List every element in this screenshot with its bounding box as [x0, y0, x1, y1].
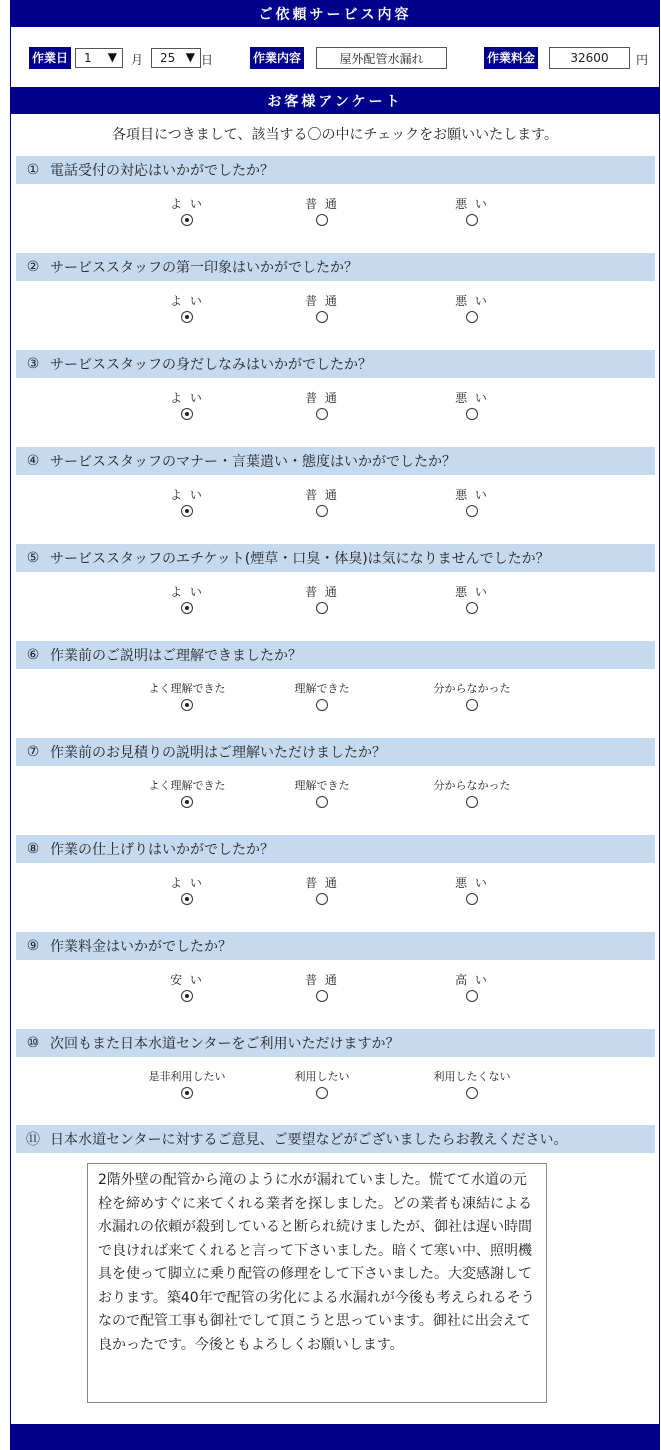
- radio-button[interactable]: [316, 893, 328, 905]
- question-8-option-3[interactable]: [422, 875, 522, 908]
- option-label: 普 通: [305, 876, 339, 890]
- radio-button[interactable]: [466, 1087, 478, 1099]
- question-text: サービススタッフの第一印象はいかがでしたか？: [50, 260, 358, 276]
- option-label: 普 通: [305, 973, 339, 987]
- question-number: ⑨: [26, 938, 40, 954]
- service-header: ご依頼サービス内容: [10, 0, 660, 27]
- question-6-option-2[interactable]: [272, 681, 372, 714]
- question-1-option-3[interactable]: [422, 196, 522, 229]
- radio-button[interactable]: [181, 214, 193, 226]
- question-number: ⑦: [26, 744, 40, 760]
- question-10-option-3[interactable]: [422, 1069, 522, 1102]
- comment-textarea[interactable]: 2階外壁の配管から滝のように水が漏れていました。慌てて水道の元栓を締めすぐに来てくれる業者を探しました。どの業者も凍結による水漏れの依頼が殺到していると断られ続けましたが、御社は遅い時間で良ければ来てくれると言って下さいました。暗くて寒い中、照明機具を使って脚立に乗り配管の修理をして下さいました。大変感謝しております。築40年で配管の劣化による水漏れが今後も考えられるそうなので配管工事も御社でして頂こうと思っています。御社に出会えて良かったです。今後ともよろしくお願いします。: [87, 1163, 547, 1403]
- fee-unit: 円: [636, 53, 649, 67]
- question-text: 電話受付の対応はいかがでしたか？: [50, 163, 274, 179]
- fee-field[interactable]: 32600: [549, 47, 630, 69]
- option-label: 普 通: [305, 585, 339, 599]
- question-9-option-2[interactable]: [272, 972, 372, 1005]
- question-7-option-3[interactable]: [422, 778, 522, 811]
- question-5-option-3[interactable]: [422, 584, 522, 617]
- question-text: サービススタッフのエチケット(煙草・口臭・体臭)は気になりませんでしたか？: [50, 551, 550, 567]
- radio-button[interactable]: [466, 893, 478, 905]
- date-label: 作業日: [29, 47, 71, 69]
- radio-button[interactable]: [181, 893, 193, 905]
- content-label: 作業内容: [250, 47, 304, 69]
- option-label: 普 通: [305, 294, 339, 308]
- question-number: ①: [26, 162, 40, 178]
- option-label: よ い: [170, 391, 204, 405]
- option-label: よく理解できた: [148, 779, 226, 792]
- radio-button[interactable]: [181, 796, 193, 808]
- question-number: ⑥: [26, 647, 40, 663]
- question-10-bar: [16, 1029, 655, 1057]
- question-5-option-2[interactable]: [272, 584, 372, 617]
- radio-button[interactable]: [181, 699, 193, 711]
- radio-button[interactable]: [316, 796, 328, 808]
- radio-button[interactable]: [316, 990, 328, 1002]
- radio-button[interactable]: [181, 602, 193, 614]
- radio-button[interactable]: [316, 1087, 328, 1099]
- radio-button[interactable]: [181, 990, 193, 1002]
- radio-button[interactable]: [466, 311, 478, 323]
- question-text: 作業前のお見積りの説明はご理解いただけましたか？: [50, 745, 386, 761]
- question-3-option-3[interactable]: [422, 390, 522, 423]
- question-11-bar: [16, 1125, 655, 1153]
- footer-bar: [10, 1424, 660, 1450]
- option-label: 高 い: [455, 973, 489, 987]
- question-number: ⑧: [26, 841, 40, 857]
- question-3-bar: [16, 350, 655, 378]
- question-10-option-2[interactable]: [272, 1069, 372, 1102]
- fee-label: 作業料金: [484, 47, 538, 69]
- question-5-option-1[interactable]: [137, 584, 237, 617]
- day-value: 25: [160, 51, 176, 65]
- option-label: 悪 い: [455, 294, 489, 308]
- radio-button[interactable]: [181, 505, 193, 517]
- question-text: 作業前のご説明はご理解できましたか？: [50, 648, 302, 664]
- question-4-option-1[interactable]: [137, 487, 237, 520]
- question-10-option-1[interactable]: [137, 1069, 237, 1102]
- question-text: サービススタッフのマナー・言葉遣い・態度はいかがでしたか？: [50, 454, 456, 470]
- option-label: 利用したくない: [433, 1070, 511, 1083]
- radio-button[interactable]: [316, 214, 328, 226]
- option-label: よ い: [170, 197, 204, 211]
- option-label: 利用したい: [294, 1070, 350, 1083]
- question-3-option-2[interactable]: [272, 390, 372, 423]
- question-7-bar: [16, 738, 655, 766]
- option-label: よ い: [170, 585, 204, 599]
- month-select[interactable]: [75, 48, 123, 68]
- radio-button[interactable]: [181, 408, 193, 420]
- question-6-bar: [16, 641, 655, 669]
- survey-intro: 各項目につきまして、該当する〇の中にチェックをお願いいたします。: [112, 127, 558, 143]
- radio-button[interactable]: [466, 699, 478, 711]
- option-label: 理解できた: [294, 779, 350, 792]
- question-number: ⑪: [26, 1132, 40, 1148]
- option-label: 安 い: [170, 973, 204, 987]
- month-unit: 月: [131, 53, 144, 67]
- radio-button[interactable]: [316, 408, 328, 420]
- month-value: 1: [84, 51, 92, 65]
- radio-button[interactable]: [466, 602, 478, 614]
- radio-button[interactable]: [316, 505, 328, 517]
- question-2-option-1[interactable]: [137, 293, 237, 326]
- option-label: よ い: [170, 876, 204, 890]
- question-number: ⑩: [26, 1035, 40, 1051]
- question-1-option-1[interactable]: [137, 196, 237, 229]
- question-2-bar: [16, 253, 655, 281]
- question-7-option-2[interactable]: [272, 778, 372, 811]
- radio-button[interactable]: [181, 1087, 193, 1099]
- survey-header: お客様アンケート: [10, 87, 660, 114]
- radio-button[interactable]: [316, 699, 328, 711]
- question-9-option-3[interactable]: [422, 972, 522, 1005]
- option-label: 分からなかった: [433, 779, 511, 792]
- option-label: 普 通: [305, 197, 339, 211]
- option-label: よ い: [170, 488, 204, 502]
- question-text: 日本水道センターに対するご意見、ご要望などがございましたらお教えください。: [50, 1132, 568, 1148]
- option-label: 悪 い: [455, 876, 489, 890]
- option-label: 是非利用したい: [148, 1070, 226, 1083]
- question-1-option-2[interactable]: [272, 196, 372, 229]
- question-8-bar: [16, 835, 655, 863]
- option-label: 悪 い: [455, 488, 489, 502]
- question-number: ④: [26, 453, 40, 469]
- question-6-option-1[interactable]: [137, 681, 237, 714]
- content-field[interactable]: 屋外配管水漏れ: [316, 47, 447, 69]
- option-label: 悪 い: [455, 391, 489, 405]
- question-text: サービススタッフの身だしなみはいかがでしたか？: [50, 357, 372, 373]
- question-4-option-2[interactable]: [272, 487, 372, 520]
- question-5-bar: [16, 544, 655, 572]
- question-4-bar: [16, 447, 655, 475]
- radio-button[interactable]: [466, 214, 478, 226]
- question-8-option-2[interactable]: [272, 875, 372, 908]
- radio-button[interactable]: [316, 602, 328, 614]
- day-select[interactable]: [151, 48, 201, 68]
- radio-button[interactable]: [466, 408, 478, 420]
- question-2-option-2[interactable]: [272, 293, 372, 326]
- chevron-down-icon: ▼: [185, 50, 195, 64]
- chevron-down-icon: ▼: [107, 50, 117, 64]
- question-8-option-1[interactable]: [137, 875, 237, 908]
- question-text: 次回もまた日本水道センターをご利用いただけますか？: [50, 1036, 400, 1052]
- radio-button[interactable]: [181, 311, 193, 323]
- option-label: 分からなかった: [433, 682, 511, 695]
- option-label: 理解できた: [294, 682, 350, 695]
- question-number: ⑤: [26, 550, 40, 566]
- question-9-bar: [16, 932, 655, 960]
- radio-button[interactable]: [466, 796, 478, 808]
- question-text: 作業の仕上げりはいかがでしたか？: [50, 842, 274, 858]
- day-unit: 日: [201, 53, 214, 67]
- radio-button[interactable]: [316, 311, 328, 323]
- question-number: ③: [26, 356, 40, 372]
- radio-button[interactable]: [466, 990, 478, 1002]
- option-label: 普 通: [305, 391, 339, 405]
- question-2-option-3[interactable]: [422, 293, 522, 326]
- radio-button[interactable]: [466, 505, 478, 517]
- question-3-option-1[interactable]: [137, 390, 237, 423]
- option-label: 悪 い: [455, 197, 489, 211]
- option-label: よく理解できた: [148, 682, 226, 695]
- question-9-option-1[interactable]: [137, 972, 237, 1005]
- question-1-bar: [16, 156, 655, 184]
- question-4-option-3[interactable]: [422, 487, 522, 520]
- option-label: よ い: [170, 294, 204, 308]
- question-number: ②: [26, 259, 40, 275]
- question-6-option-3[interactable]: [422, 681, 522, 714]
- option-label: 普 通: [305, 488, 339, 502]
- question-text: 作業料金はいかがでしたか？: [50, 939, 232, 955]
- option-label: 悪 い: [455, 585, 489, 599]
- question-7-option-1[interactable]: [137, 778, 237, 811]
